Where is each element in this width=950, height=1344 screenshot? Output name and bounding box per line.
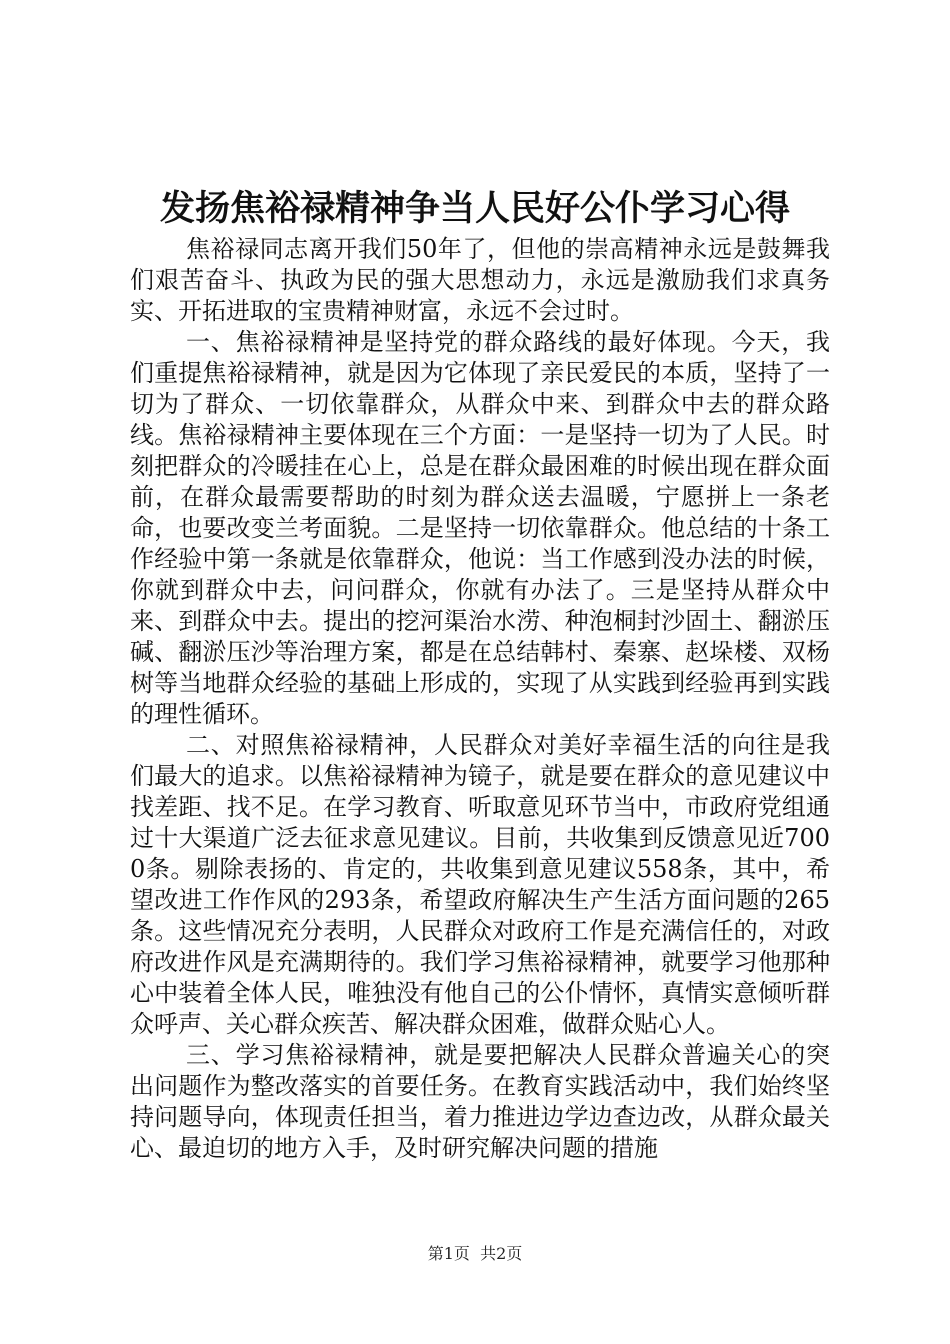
paragraph-intro: 焦裕禄同志离开我们50年了，但他的崇高精神永远是鼓舞我们艰苦奋斗、执政为民的强大思想动力，永远是激励我们求真务实、开拓进取的宝贵精神财富，永远不会过时。 <box>130 235 830 325</box>
page-number-footer: 第1页 共2页 <box>427 1244 523 1263</box>
paragraph-section-3: 三、学习焦裕禄精神，就是要把解决人民群众普遍关心的突出问题作为整改落实的首要任务。在教育实践活动中，我们始终坚持问题导向，体现责任担当，着力推进边学边查边改，从群众最关心、最迫切的地方入手，及时研究解决问题的措施 <box>130 1041 830 1162</box>
document-body <box>130 234 830 1164</box>
paragraph-section-2: 二、对照焦裕禄精神，人民群众对美好幸福生活的向往是我们最大的追求。以焦裕禄精神为镜子，就是要在群众的意见建议中找差距、找不足。在学习教育、听取意见环节当中，市政府党组通过十大渠道广泛去征求意见建议。目前，共收集到反馈意见近7000条。剔除表扬的、肯定的，共收集到意见建议558条，其中，希望改进工作作风的293条，希望政府解决生产生活方面问题的265条。这些情况充分表明，人民群众对政府工作是充满信任的，对政府改进作风是充满期待的。我们学习焦裕禄精神，就要学习他那种心中装着全体人民，唯独没有他自己的公仆情怀，真情实意倾听群众呼声、关心群众疾苦、解决群众困难，做群众贴心人。 <box>130 731 830 1038</box>
document-title: 发扬焦裕禄精神争当人民好公仆学习心得 <box>159 189 790 229</box>
paragraph-section-1: 一、焦裕禄精神是坚持党的群众路线的最好体现。今天，我们重提焦裕禄精神，就是因为它体现了亲民爱民的本质，坚持了一切为了群众、一切依靠群众，从群众中来、到群众中去的群众路线。焦裕禄精神主要体现在三个方面：一是坚持一切为了人民。时刻把群众的冷暖挂在心上，总是在群众最困难的时候出现在群众面前，在群众最需要帮助的时刻为群众送去温暖，宁愿拼上一条老命，也要改变兰考面貌。二是坚持一切依靠群众。他总结的十条工作经验中第一条就是依靠群众，他说：当工作感到没办法的时候，你就到群众中去，问问群众，你就有办法了。三是坚持从群众中来、到群众中去。提出的挖河渠治水涝、种泡桐封沙固土、翻淤压碱、翻淤压沙等治理方案，都是在总结韩村、秦寨、赵垛楼、双杨树等当地群众经验的基础上形成的，实现了从实践到经验再到实践的理性循环。 <box>130 328 830 728</box>
